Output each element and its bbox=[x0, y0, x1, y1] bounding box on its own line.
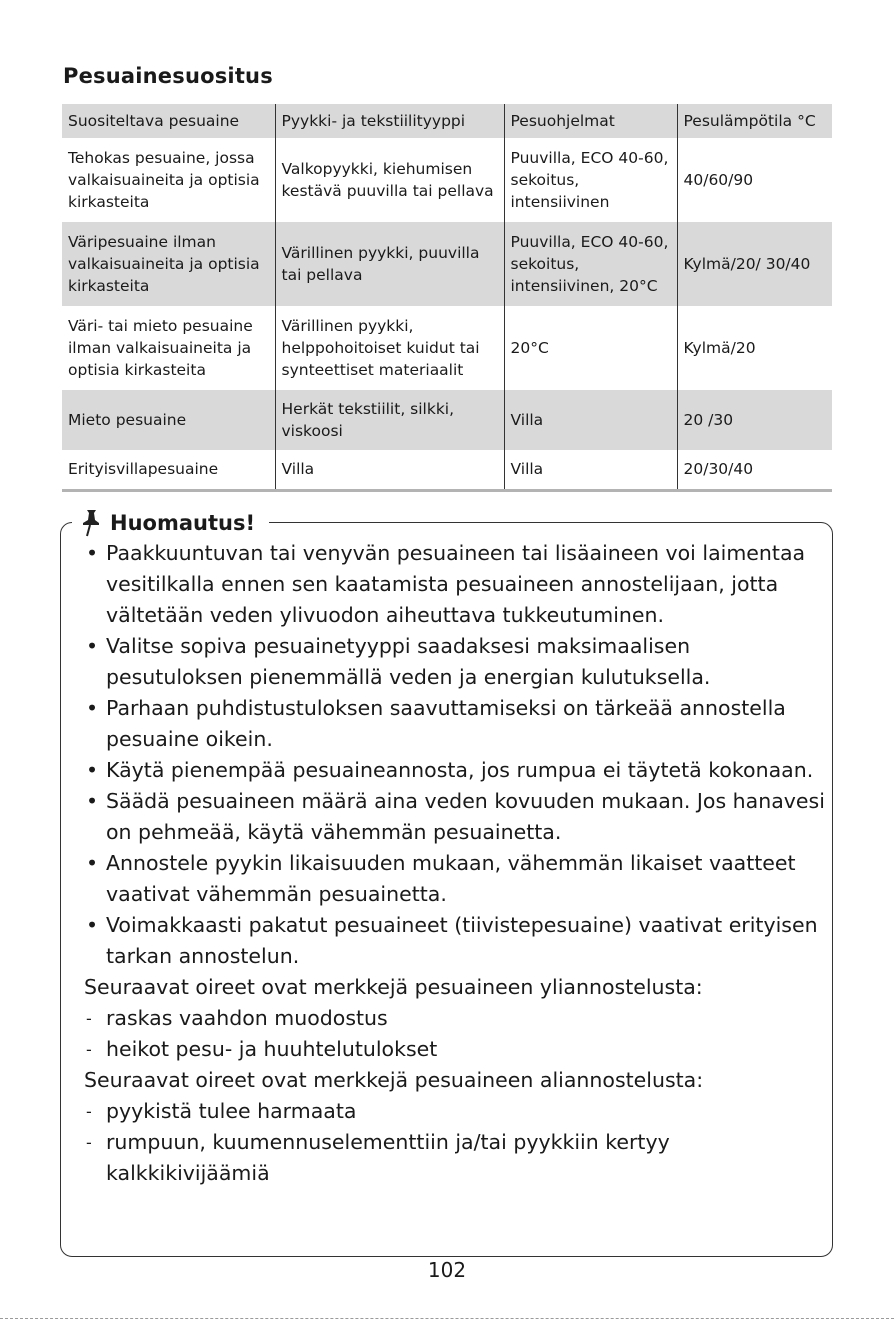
table-row bbox=[62, 138, 832, 222]
page-edge-divider bbox=[0, 1318, 894, 1319]
cell-textile-type: Valkopyykki, kiehumisen kestävä puuvilla tai pellava bbox=[275, 138, 504, 222]
list-item: • Annostele pyykin likaisuuden mukaan, vähemmän likaiset vaatteet vaativat vähemmän pesuainetta. bbox=[84, 848, 829, 910]
pushpin-icon bbox=[78, 508, 104, 538]
list-item: • Valitse sopiva pesuainetyyppi saadaksesi maksimaalisen pesutuloksen pienemmällä veden ja energian kulutuksella. bbox=[84, 631, 829, 693]
list-item: • Parhaan puhdistustuloksen saavuttamiseksi on tärkeää annostella pesuaine oikein. bbox=[84, 693, 829, 755]
overdose-intro: Seuraavat oireet ovat merkkejä pesuaineen yliannostelusta: bbox=[84, 975, 703, 999]
cell-temperature: 40/60/90 bbox=[677, 138, 832, 222]
cell-programs: 20°C bbox=[504, 306, 677, 390]
note-content bbox=[84, 538, 829, 1189]
cell-temperature: Kylmä/20/ 30/40 bbox=[677, 222, 832, 306]
cell-programs: Villa bbox=[504, 450, 677, 490]
table-row bbox=[62, 306, 832, 390]
cell-programs: Villa bbox=[504, 390, 677, 450]
table-row bbox=[62, 222, 832, 306]
cell-temperature: Kylmä/20 bbox=[677, 306, 832, 390]
cell-textile-type: Villa bbox=[275, 450, 504, 490]
page-number: 102 bbox=[427, 1258, 467, 1282]
list-item: • Säädä pesuaineen määrä aina veden kovuuden mukaan. Jos hanavesi on pehmeää, käytä vähemmän pesuainetta. bbox=[84, 786, 829, 848]
cell-temperature: 20/30/40 bbox=[677, 450, 832, 490]
header-temperature: Pesulämpötila °C bbox=[677, 104, 832, 138]
list-item: • Paakkuuntuvan tai venyvän pesuaineen tai lisäaineen voi laimentaa vesitilkalla ennen sen kaatamista pesuaineen annostelijaan, jotta vältetään veden ylivuodon aiheuttava tukkeutuminen. bbox=[84, 538, 829, 631]
list-item: - rumpuun, kuumennuselementtiin ja/tai pyykkiin kertyy kalkkikivijäämiä bbox=[84, 1127, 829, 1189]
cell-textile-type: Värillinen pyykki, helppohoitoiset kuidut tai synteettiset materiaalit bbox=[275, 306, 504, 390]
note-header bbox=[72, 508, 269, 538]
cell-detergent: Väri- tai mieto pesuaine ilman valkaisuaineita ja optisia kirkasteita bbox=[68, 317, 253, 379]
detergent-recommendation-table bbox=[62, 104, 832, 492]
list-item: - pyykistä tulee harmaata bbox=[84, 1096, 829, 1127]
cell-detergent: Mieto pesuaine bbox=[68, 411, 187, 429]
table-header-row bbox=[62, 104, 832, 138]
header-programs: Pesuohjelmat bbox=[504, 104, 677, 138]
overdose-list bbox=[84, 1003, 829, 1065]
cell-temperature: 20 /30 bbox=[677, 390, 832, 450]
cell-programs: Puuvilla, ECO 40-60, sekoitus, intensiivinen, 20°C bbox=[504, 222, 677, 306]
underdose-list bbox=[84, 1096, 829, 1189]
list-item: • Voimakkaasti pakatut pesuaineet (tiivistepesuaine) vaativat erityisen tarkan annostelun. bbox=[84, 910, 829, 972]
cell-detergent: Väripesuaine ilman valkaisuaineita ja optisia kirkasteita bbox=[68, 233, 260, 295]
section-title: Pesuainesuositus bbox=[63, 64, 273, 88]
tips-list bbox=[84, 538, 829, 972]
cell-detergent: Tehokas pesuaine, jossa valkaisuaineita ja optisia kirkasteita bbox=[68, 149, 260, 211]
cell-detergent: Erityisvillapesuaine bbox=[62, 450, 275, 490]
header-textile-type: Pyykki- ja tekstiilityyppi bbox=[275, 104, 504, 138]
list-item: • Käytä pienempää pesuaineannosta, jos rumpua ei täytetä kokonaan. bbox=[84, 755, 829, 786]
table-row bbox=[62, 450, 832, 490]
table-row bbox=[62, 390, 832, 450]
list-item: - raskas vaahdon muodostus bbox=[84, 1003, 829, 1034]
cell-textile-type: Värillinen pyykki, puuvilla tai pellava bbox=[275, 222, 504, 306]
header-detergent: Suositeltava pesuaine bbox=[68, 112, 240, 130]
note-title: Huomautus! bbox=[110, 511, 256, 535]
cell-textile-type: Herkät tekstiilit, silkki, viskoosi bbox=[275, 390, 504, 450]
underdose-intro: Seuraavat oireet ovat merkkejä pesuaineen aliannostelusta: bbox=[84, 1068, 704, 1092]
list-item: - heikot pesu- ja huuhtelutulokset bbox=[84, 1034, 829, 1065]
cell-programs: Puuvilla, ECO 40-60, sekoitus, intensiivinen bbox=[504, 138, 677, 222]
